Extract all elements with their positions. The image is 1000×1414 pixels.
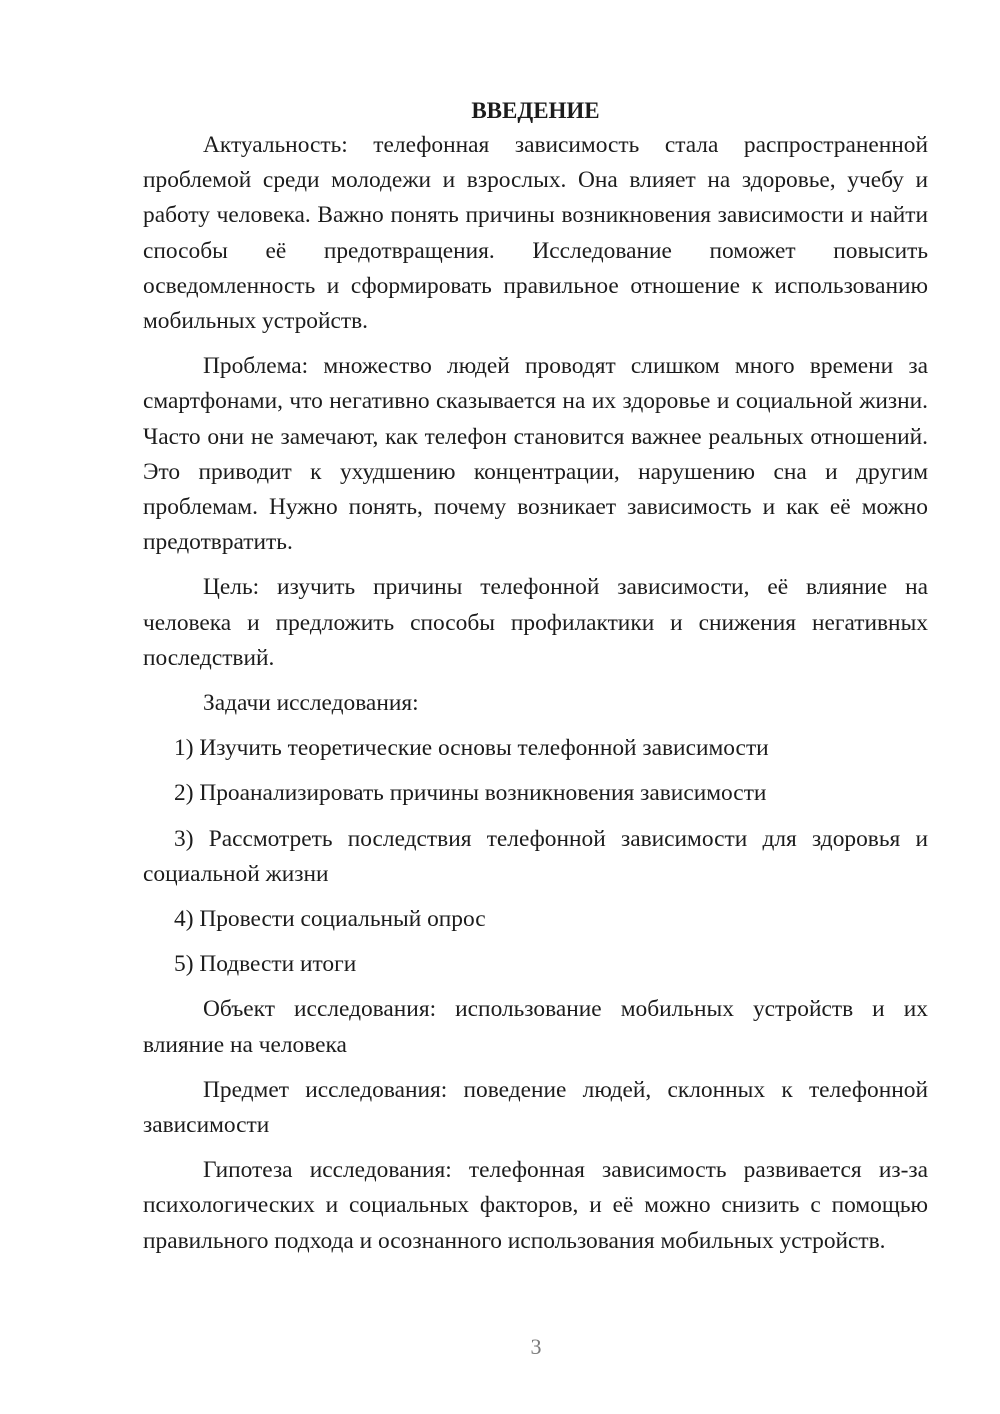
paragraph-goal: Цель: изучить причины телефонной зависимости, её влияние на человека и предложить способы профилактики и снижения негативных последствий.	[143, 574, 928, 671]
task-item-3: 3) Рассмотреть последствия телефонной зависимости для здоровья и социальной жизни	[143, 825, 928, 887]
task-item-4: 4) Провести социальный опрос	[174, 906, 486, 933]
page-content	[143, 93, 928, 1269]
paragraph-hypothesis: Гипотеза исследования: телефонная зависимость развивается из-за психологических и социальных факторов, и её можно снизить с помощью правильного подхода и осознанного использования мобильных устройств.	[143, 1157, 928, 1254]
task-item-2: 2) Проанализировать причины возникновения зависимости	[174, 780, 767, 807]
paragraph-object: Объект исследования: использование мобильных устройств и их влияние на человека	[143, 996, 928, 1058]
page-number: 3	[530, 1334, 542, 1359]
paragraph-problem: Проблема: множество людей проводят слишком много времени за смартфонами, что негативно сказывается на их здоровье и социальной жизни. Часто они не замечают, как телефон становится важнее реальных отношений. Это приводит к ухудшению концентрации, нарушению сна и другим проблемам. Нужно понять, почему возникает зависимость и как её можно предотвратить.	[143, 353, 928, 556]
section-heading: ВВЕДЕНИЕ	[471, 98, 600, 123]
paragraph-relevance: Актуальность: телефонная зависимость стала распространенной проблемой среди молодежи и взрослых. Она влияет на здоровье, учебу и работу человека. Важно понять причины возникновения зависимости и найти способы её предотвращения. Исследование поможет повысить осведомленность и сформировать правильное отношение к использованию мобильных устройств.	[143, 132, 928, 335]
tasks-heading: Задачи исследования:	[203, 690, 419, 717]
paragraph-subject: Предмет исследования: поведение людей, склонных к телефонной зависимости	[143, 1076, 928, 1139]
task-item-1: 1) Изучить теоретические основы телефонной зависимости	[174, 735, 769, 762]
task-item-5: 5) Подвести итоги	[174, 951, 357, 978]
